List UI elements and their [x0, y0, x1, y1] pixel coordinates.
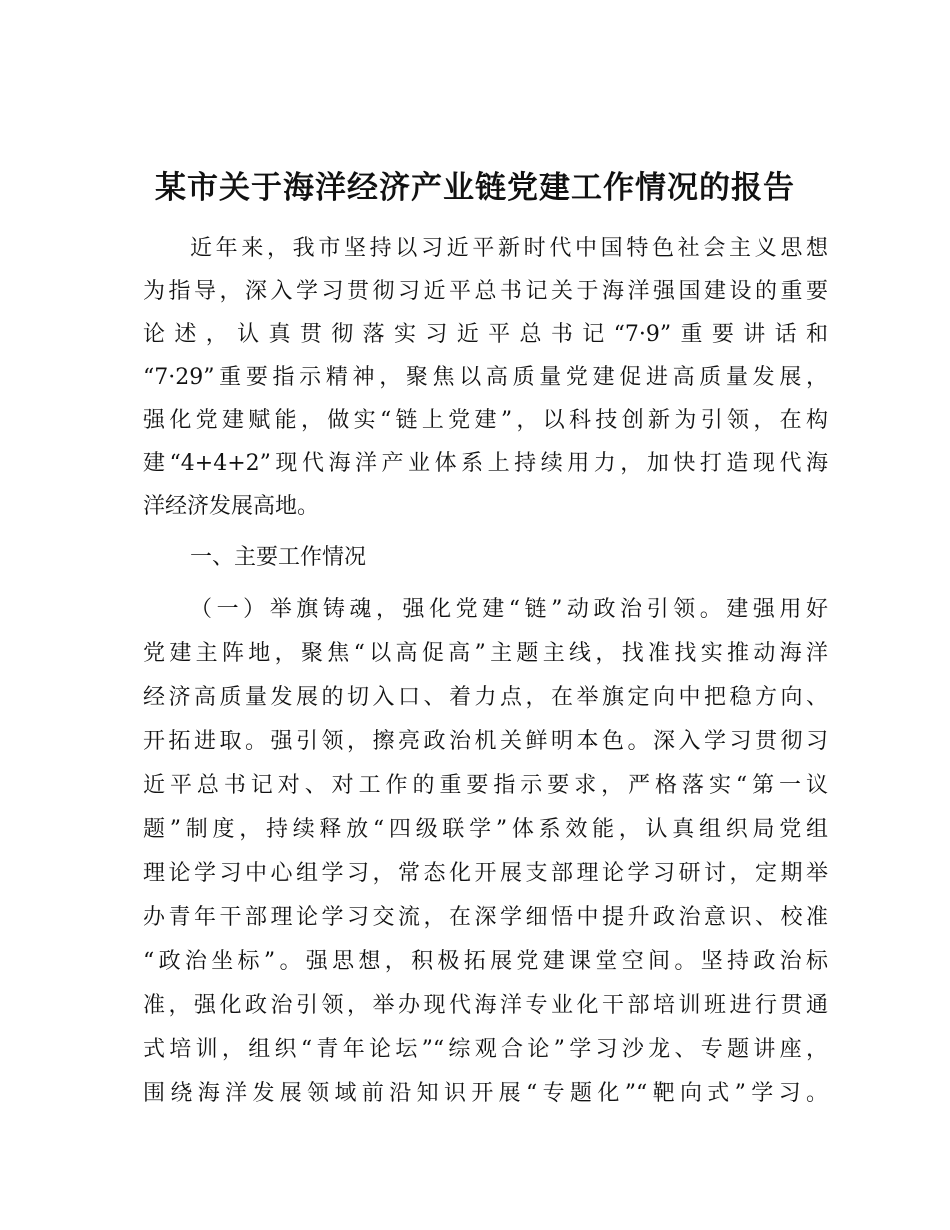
document-title: 某市关于海洋经济产业链党建工作情况的报告: [155, 170, 795, 206]
section1-line-10: 准，强化政治引领，举办现代海洋专业化干部培训班进行贯通: [143, 993, 828, 1018]
section-heading: 一、主要工作情况: [190, 545, 367, 570]
intro-line-5: 强化党建赋能，做实“链上党建”，以科技创新为引领，在构: [143, 408, 828, 433]
section1-line-3: 经济高质量发展的切入口、着力点，在举旗定向中把稳方向、: [143, 685, 828, 710]
section1-line-8: 办青年干部理论学习交流，在深学细悟中提升政治意识、校准: [143, 905, 828, 930]
intro-line-7: 洋经济发展高地。: [143, 494, 320, 519]
section1-line-7: 理论学习中心组学习，常态化开展支部理论学习研讨，定期举: [143, 861, 828, 886]
intro-line-3: 论述，认真贯彻落实习近平总书记“7·9”重要讲话和: [143, 322, 828, 347]
section1-line-11: 式培训，组织“青年论坛”“综观合论”学习沙龙、专题讲座，: [143, 1037, 828, 1062]
intro-line-4: “7·29”重要指示精神，聚焦以高质量党建促进高质量发展，: [143, 365, 828, 390]
intro-line-6: 建“4+4+2”现代海洋产业体系上持续用力，加快打造现代海: [143, 451, 828, 476]
intro-line-1: 近年来，我市坚持以习近平新时代中国特色社会主义思想: [190, 236, 828, 261]
section1-line-1: （一）举旗铸魂，强化党建“链”动政治引领。建强用好: [190, 597, 828, 622]
intro-line-2: 为指导，深入学习贯彻习近平总书记关于海洋强国建设的重要: [143, 279, 828, 304]
section1-line-4: 开拓进取。强引领，擦亮政治机关鲜明本色。深入学习贯彻习: [143, 729, 828, 754]
section1-line-6: 题”制度，持续释放“四级联学”体系效能，认真组织局党组: [143, 817, 828, 842]
section1-line-9: “政治坐标”。强思想，积极拓展党建课堂空间。坚持政治标: [143, 949, 828, 974]
section1-line-5: 近平总书记对、对工作的重要指示要求，严格落实“第一议: [143, 773, 828, 798]
section1-line-2: 党建主阵地，聚焦“以高促高”主题主线，找准找实推动海洋: [143, 641, 828, 666]
section1-line-12: 围绕海洋发展领域前沿知识开展“专题化”“靶向式”学习。: [143, 1081, 828, 1106]
